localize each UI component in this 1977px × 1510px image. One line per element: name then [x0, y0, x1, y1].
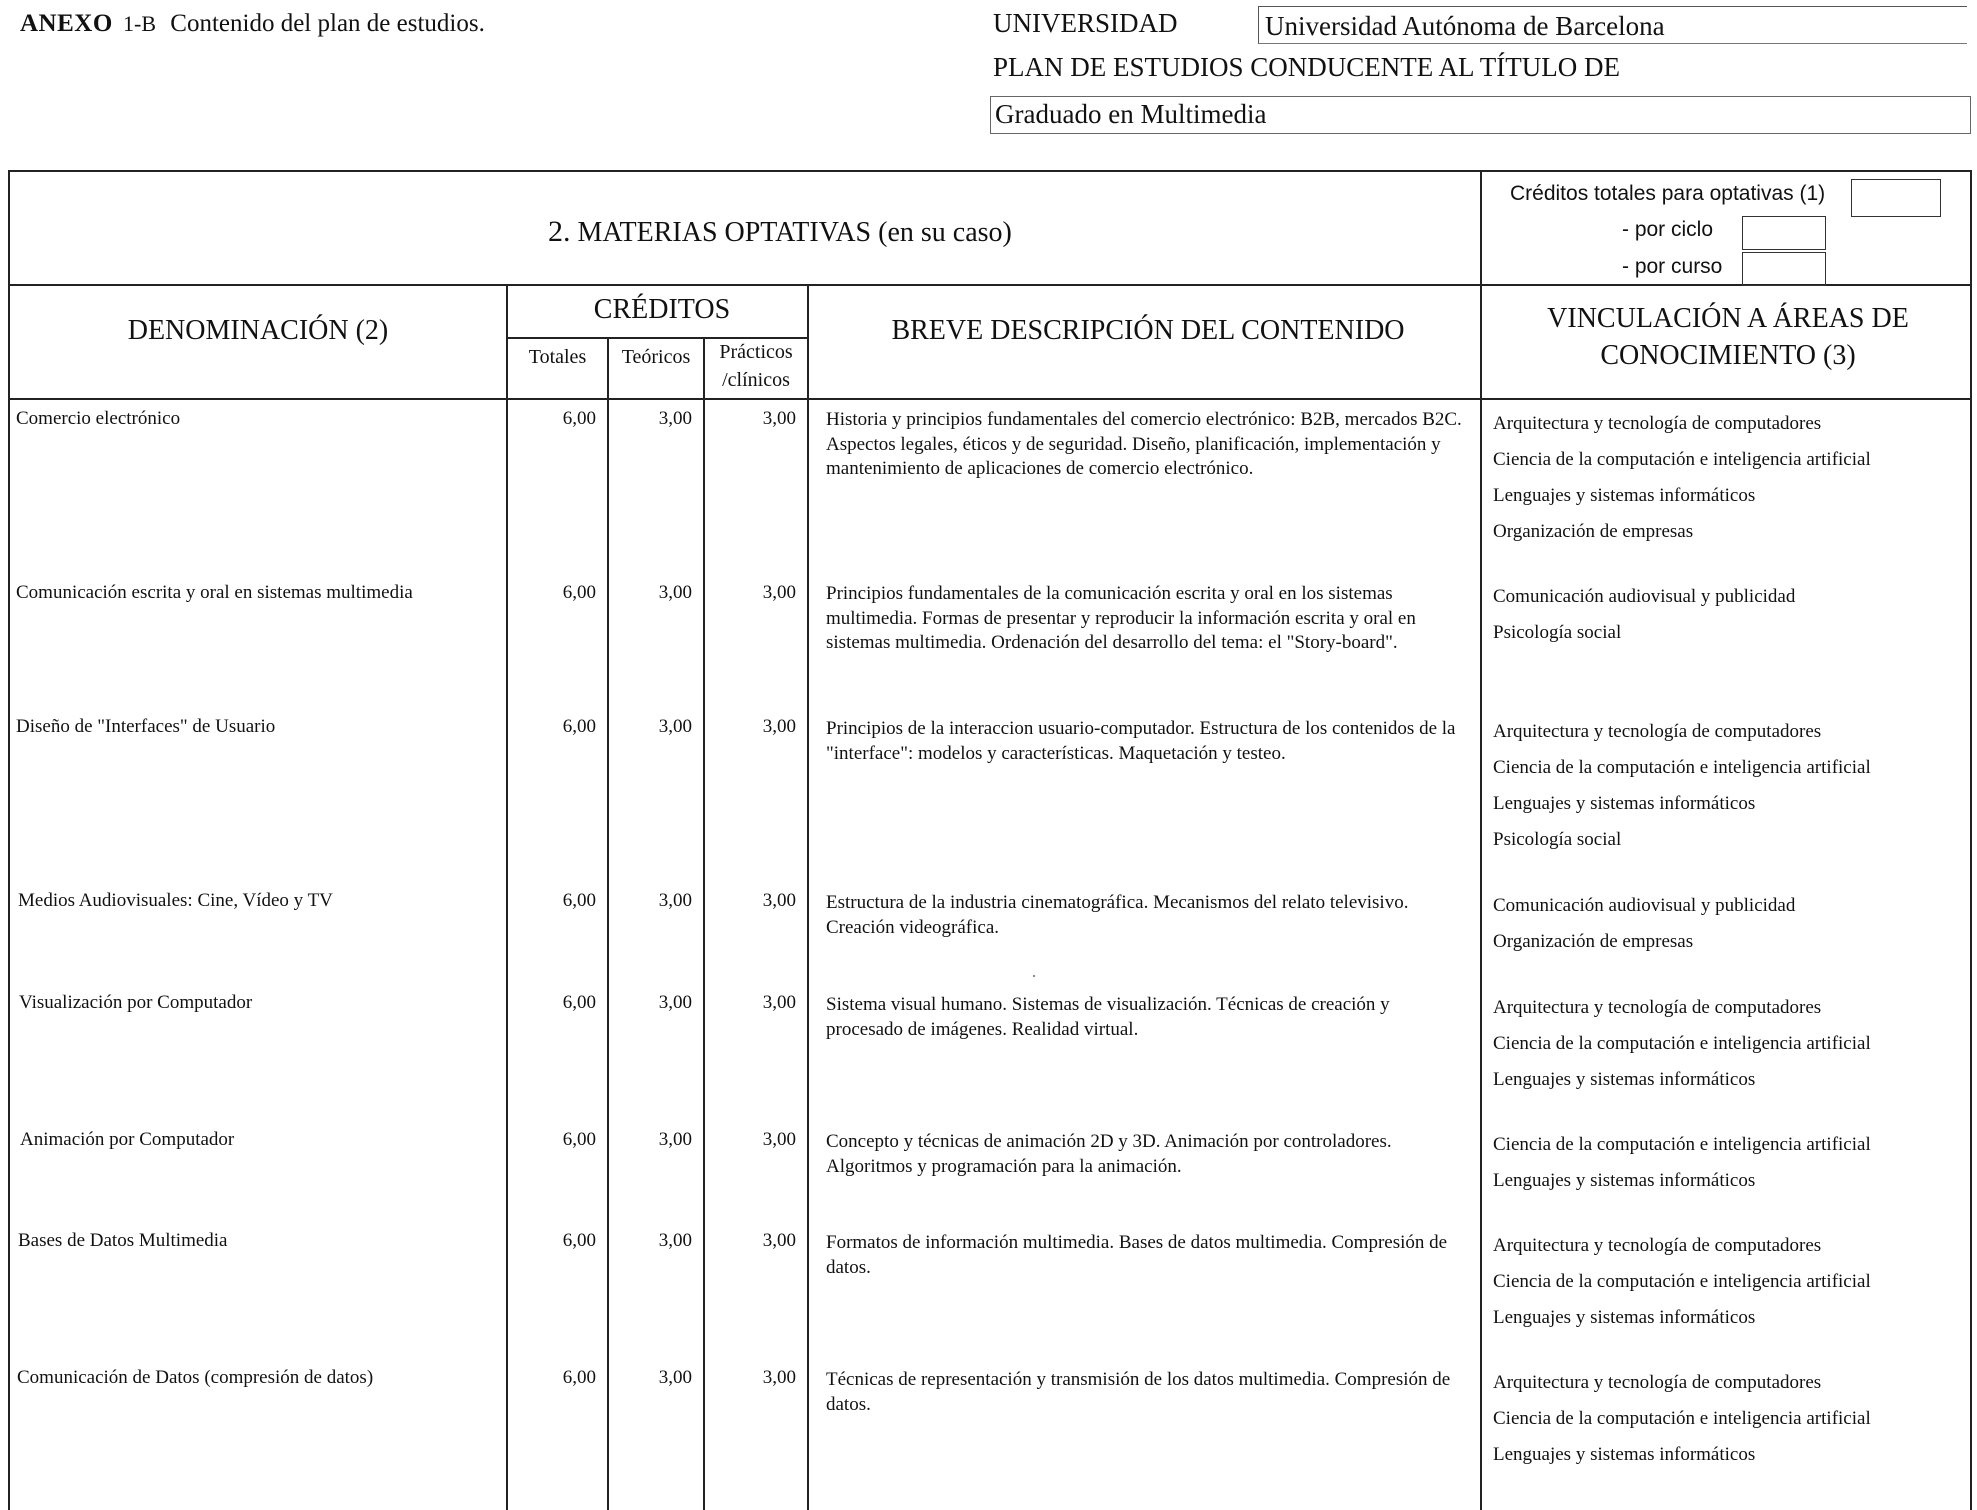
section-title — [548, 215, 1012, 249]
credits-total: 6,00 — [562, 992, 596, 1013]
annex-heading — [20, 10, 485, 38]
credits-theory: 3,00 — [658, 716, 692, 737]
university-label: UNIVERSIDAD — [993, 8, 1178, 38]
credits-theory: 3,00 — [658, 1367, 692, 1388]
credits-practice: 3,00 — [762, 716, 796, 737]
credits-total: 6,00 — [562, 582, 596, 603]
knowledge-area: Ciencia de la computación e inteligencia artificial — [1493, 757, 1871, 778]
subject-description: Concepto y técnicas de animación 2D y 3D. Animación por controladores. Algoritmos y programación para la animación. — [826, 1131, 1392, 1177]
header-vinculacion-line2: CONOCIMIENTO (3) — [1600, 340, 1856, 371]
credits-theory: 3,00 — [658, 1129, 692, 1150]
credits-theory: 3,00 — [658, 582, 692, 603]
knowledge-area: Comunicación audiovisual y publicidad — [1493, 586, 1796, 607]
knowledge-area: Arquitectura y tecnología de computadores — [1493, 413, 1822, 434]
header-descripcion: BREVE DESCRIPCIÓN DEL CONTENIDO — [891, 315, 1405, 346]
plan-label: PLAN DE ESTUDIOS CONDUCENTE AL TÍTULO DE — [993, 52, 1620, 82]
per-cycle-label: - por ciclo — [1622, 218, 1714, 241]
knowledge-area: Arquitectura y tecnología de computadores — [1493, 1235, 1822, 1256]
credits-total: 6,00 — [562, 1367, 596, 1388]
credits-practice: 3,00 — [762, 1367, 796, 1388]
per-cycle-box — [1742, 216, 1826, 250]
credits-theory: 3,00 — [658, 408, 692, 429]
credits-theory: 3,00 — [658, 1230, 692, 1251]
credits-practice: 3,00 — [762, 1230, 796, 1251]
subject-name: Comunicación escrita y oral en sistemas multimedia — [16, 582, 413, 603]
subject-description: Principios de la interaccion usuario-computador. Estructura de los contenidos de la "interface": modelos y características. Maquetación y testeo. — [826, 718, 1456, 764]
degree-title-field: Graduado en Multimedia — [990, 96, 1971, 134]
annex-title: Contenido del plan de estudios. — [170, 10, 485, 37]
subject-name: Comunicación de Datos (compresión de datos) — [17, 1367, 374, 1388]
knowledge-area: Ciencia de la computación e inteligencia artificial — [1493, 1033, 1871, 1054]
knowledge-area: Lenguajes y sistemas informáticos — [1493, 1069, 1756, 1090]
subject-name: Bases de Datos Multimedia — [18, 1230, 228, 1251]
credits-total: 6,00 — [562, 1230, 596, 1251]
knowledge-area: Lenguajes y sistemas informáticos — [1493, 1307, 1756, 1328]
scan-speck — [1033, 975, 1035, 977]
header-vinculacion — [1486, 300, 1970, 374]
annex-label: ANEXO — [20, 10, 113, 37]
annex-reference: 1-B — [123, 11, 157, 36]
knowledge-area: Organización de empresas — [1493, 521, 1694, 542]
subject-name: Visualización por Computador — [19, 992, 253, 1013]
section-title-text: MATERIAS OPTATIVAS (en su caso) — [577, 217, 1012, 248]
subject-description: Historia y principios fundamentales del comercio electrónico: B2B, mercados B2C. Aspectos legales, éticos y de seguridad. Diseño, planificación, implementación y mantenimiento de aplicaciones de comercio electrónico. — [826, 409, 1462, 479]
credits-theory: 3,00 — [658, 992, 692, 1013]
university-field: Universidad Autónoma de Barcelona — [1258, 6, 1967, 44]
total-credits-box — [1851, 179, 1941, 217]
knowledge-area: Lenguajes y sistemas informáticos — [1493, 485, 1756, 506]
knowledge-area: Ciencia de la computación e inteligencia artificial — [1493, 1408, 1871, 1429]
credits-practice: 3,00 — [762, 1129, 796, 1150]
knowledge-area: Ciencia de la computación e inteligencia artificial — [1493, 449, 1871, 470]
header-denominacion: DENOMINACIÓN (2) — [127, 315, 389, 346]
knowledge-area: Arquitectura y tecnología de computadores — [1493, 721, 1822, 742]
subject-description: Sistema visual humano. Sistemas de visualización. Técnicas de creación y procesado de imágenes. Realidad virtual. — [826, 994, 1390, 1040]
subject-description: Principios fundamentales de la comunicación escrita y oral en los sistemas multimedia. Formas de presentar y reproducir la información escrita y oral en sistemas multimedia. Ordenación del desarrollo del tema: el "Story-board". — [826, 583, 1416, 653]
header-totales: Totales — [528, 346, 587, 368]
knowledge-area: Arquitectura y tecnología de computadores — [1493, 997, 1822, 1018]
subject-name: Diseño de "Interfaces" de Usuario — [16, 716, 276, 737]
header-creditos: CRÉDITOS — [593, 294, 731, 325]
header-teoricos: Teóricos — [621, 346, 691, 368]
optional-subjects-table — [8, 170, 1972, 1510]
knowledge-area: Comunicación audiovisual y publicidad — [1493, 895, 1796, 916]
credits-theory: 3,00 — [658, 890, 692, 911]
credits-practice: 3,00 — [762, 992, 796, 1013]
header-practicos — [705, 338, 807, 394]
per-course-label: - por curso — [1622, 255, 1723, 278]
total-credits-label: Créditos totales para optativas (1) — [1510, 182, 1826, 205]
subject-name: Medios Audiovisuales: Cine, Vídeo y TV — [18, 890, 333, 911]
header-vinculacion-line1: VINCULACIÓN A ÁREAS DE — [1547, 303, 1909, 334]
credits-total: 6,00 — [562, 716, 596, 737]
subject-description: Estructura de la industria cinematográfica. Mecanismos del relato televisivo. Creación videográfica. — [826, 892, 1409, 938]
subject-description: Técnicas de representación y transmisión de los datos multimedia. Compresión de datos. — [826, 1369, 1451, 1415]
knowledge-area: Lenguajes y sistemas informáticos — [1493, 1444, 1756, 1465]
credits-practice: 3,00 — [762, 582, 796, 603]
per-course-box — [1742, 252, 1826, 286]
credits-practice: 3,00 — [762, 408, 796, 429]
knowledge-area: Lenguajes y sistemas informáticos — [1493, 1170, 1756, 1191]
header-practicos-line1: Prácticos — [719, 341, 793, 363]
credits-total: 6,00 — [562, 408, 596, 429]
subject-name: Comercio electrónico — [16, 408, 181, 429]
knowledge-area: Lenguajes y sistemas informáticos — [1493, 793, 1756, 814]
knowledge-area: Arquitectura y tecnología de computadores — [1493, 1372, 1822, 1393]
knowledge-area: Ciencia de la computación e inteligencia artificial — [1493, 1271, 1871, 1292]
credits-total: 6,00 — [562, 890, 596, 911]
subject-description: Formatos de información multimedia. Bases de datos multimedia. Compresión de datos. — [826, 1232, 1448, 1278]
header-practicos-line2: /clínicos — [722, 369, 790, 391]
knowledge-area: Ciencia de la computación e inteligencia artificial — [1493, 1134, 1871, 1155]
credits-total: 6,00 — [562, 1129, 596, 1150]
knowledge-area: Psicología social — [1493, 829, 1622, 850]
knowledge-area: Psicología social — [1493, 622, 1622, 643]
subject-name: Animación por Computador — [20, 1129, 235, 1150]
knowledge-area: Organización de empresas — [1493, 931, 1694, 952]
section-number: 2. — [548, 215, 571, 248]
credits-practice: 3,00 — [762, 890, 796, 911]
